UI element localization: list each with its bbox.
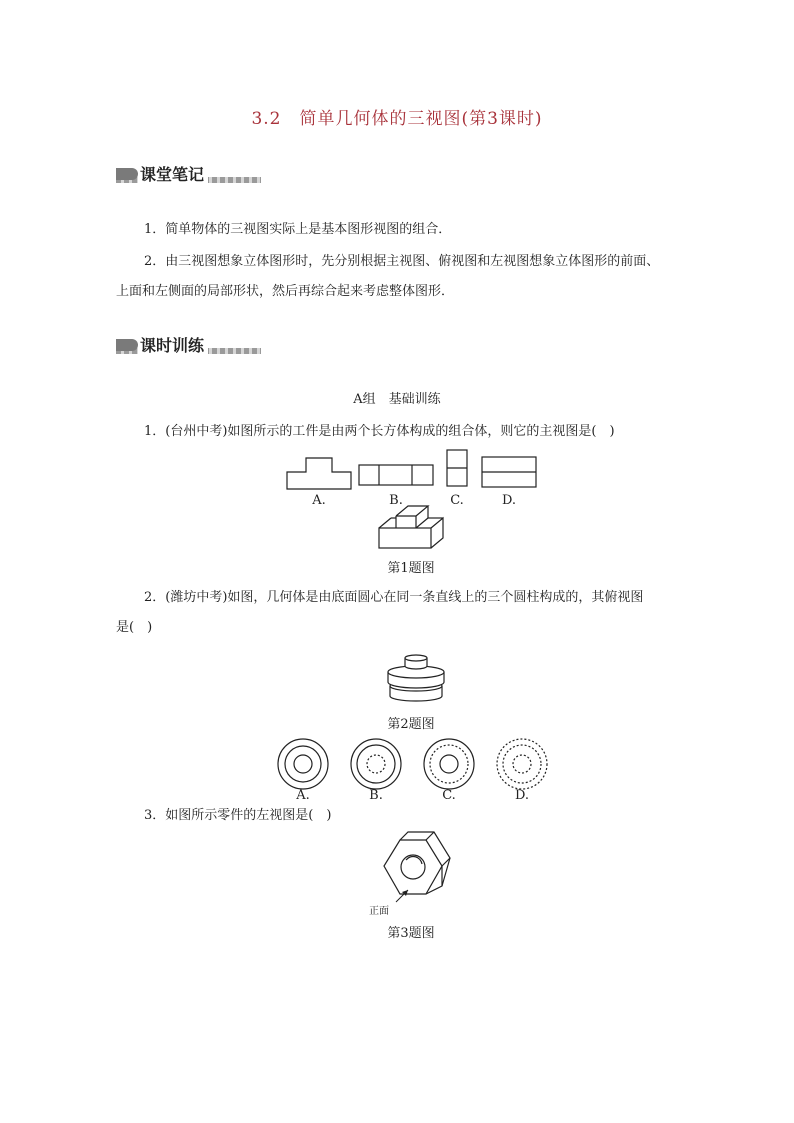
q2-option-c-label: C. (442, 788, 456, 803)
q2-option-c-figure (423, 738, 475, 790)
q1-option-a-figure (286, 456, 352, 490)
pencil-icon (116, 339, 138, 351)
q1-option-d-label: D. (501, 493, 517, 508)
question-2-cont: 是( ) (116, 620, 153, 635)
q2-option-a-figure (277, 738, 329, 790)
q2-option-b-figure (350, 738, 402, 790)
page-title: 3.2 简单几何体的三视图(第3课时) (251, 109, 543, 129)
group-label: A组 基础训练 (353, 392, 441, 407)
q1-caption: 第1题图 (387, 561, 435, 576)
q2-option-a-label: A. (296, 788, 310, 803)
section-label: 课时训练 (138, 333, 208, 356)
q1-solid-figure (378, 508, 446, 550)
question-2: 2．(潍坊中考)如图，几何体是由底面圆心在同一条直线上的三个圆柱构成的，其俯视图 (144, 590, 644, 605)
q1-option-b-figure (358, 464, 434, 486)
q1-option-b-label: B. (389, 493, 403, 508)
q1-option-d-figure (481, 456, 537, 488)
question-3: 3．如图所示零件的左视图是( ) (144, 808, 332, 823)
q3-front-label: 正面 (369, 906, 389, 917)
note-1: 1．简单物体的三视图实际上是基本图形视图的组合． (144, 222, 452, 237)
q1-option-c-label: C. (450, 493, 464, 508)
q2-cylinders-figure (386, 650, 446, 702)
q2-option-b-label: B. (369, 788, 383, 803)
note-2-cont: 上面和左侧面的局部形状，然后再综合起来考虑整体图形． (116, 284, 455, 299)
question-1: 1．(台州中考)如图所示的工件是由两个长方体构成的组合体，则它的主视图是( ) (144, 424, 615, 439)
note-2: 2．由三视图想象立体图形时，先分别根据主视图、俯视图和左视图想象立体图形的前面、 (144, 254, 660, 269)
section-header-training (116, 333, 276, 357)
q2-option-d-figure (496, 738, 548, 790)
q1-option-a-label: A. (312, 493, 326, 508)
section-label: 课堂笔记 (138, 162, 208, 185)
q3-caption: 第3题图 (387, 926, 435, 941)
q2-option-d-label: D. (514, 788, 530, 803)
section-header-notes (116, 162, 276, 186)
q1-option-c-figure (446, 449, 468, 487)
pencil-icon (116, 168, 138, 180)
q2-caption: 第2题图 (387, 717, 435, 732)
